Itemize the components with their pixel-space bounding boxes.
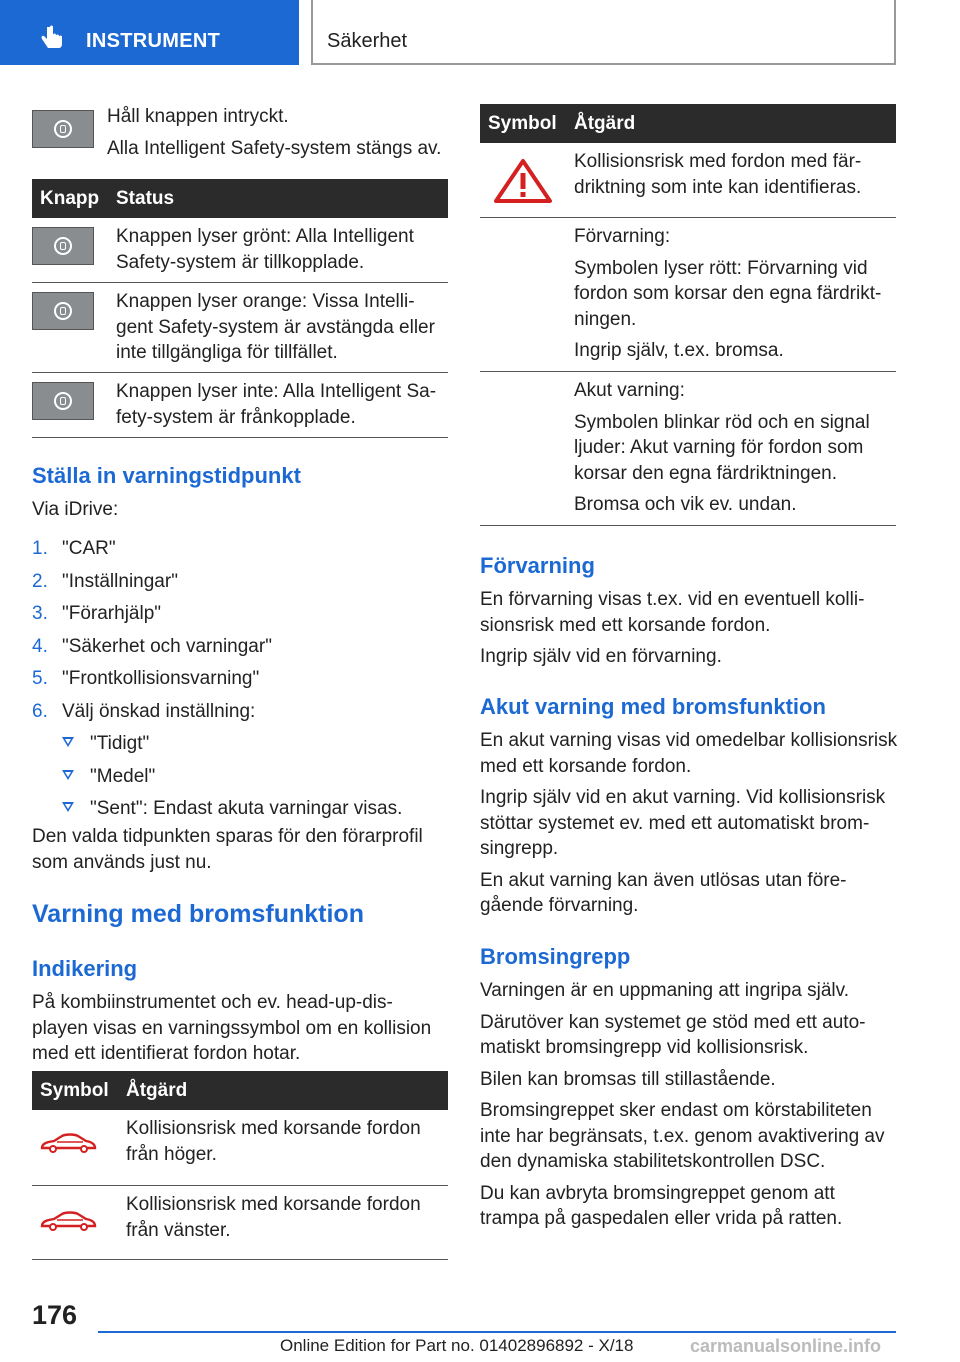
table-header [32,1071,448,1110]
cell-text: Akut varning: [574,380,685,401]
cell-text: Kollisionsrisk med fordon med fär- [574,151,862,172]
option-item: "Medel" [32,764,448,797]
page-number: 176 [32,1300,78,1330]
col-header-status: Status [116,187,175,209]
cell-text: gent Safety-system är avstängda eller [116,316,435,338]
cell-text: Ingrip själv, t.ex. bromsa. [574,340,784,361]
col-header-atgard: Åtgärd [574,112,636,134]
chapter-header [311,0,896,65]
cell-text: Förvarning: [574,226,671,247]
hand-pointer-icon [38,24,66,52]
triangle-bullet-icon [62,737,74,747]
safety-button-off-icon [32,382,94,420]
list-item: 6. Välj önskad inställning: [32,700,256,722]
table-header [480,104,896,143]
safety-button-icon [32,110,94,148]
col-header-symbol: Symbol [488,112,557,134]
cell-text: Knappen lyser orange: Vissa Intelli- [116,291,415,312]
section-tab [0,0,299,65]
cell-text: driktning som inte kan identifieras. [574,176,862,198]
indikering-text: På kombiinstrumentet och ev. head-up-dis- playen visas en varningssymbol om en kollision med ett identifierat fordon hotar. [32,992,432,1064]
triangle-bullet-icon [62,770,74,780]
safety-button-green-icon [32,227,94,265]
cell-text: Kollisionsrisk med korsande fordon [126,1194,421,1215]
edition-text: Online Edition for Part no. 01402896892 - X/18 [280,1336,634,1355]
heading-akut: Akut varning med bromsfunktion [480,694,826,719]
table-row [32,373,448,438]
cell-text: fety-system är frånkopplade. [116,406,356,428]
footer-divider [98,1331,896,1333]
heading-indikering: Indikering [32,956,138,981]
heading-forvarning: Förvarning [480,553,595,578]
cell-text: Kollisionsrisk med korsande fordon [126,1118,421,1139]
cell-text: Bromsa och vik ev. undan. [574,494,797,515]
table-header [32,179,448,218]
via-idrive: Via iDrive: [32,499,119,520]
symbol-table-right [480,104,896,526]
heading-warning-time: Ställa in varningstidpunkt [32,463,301,488]
table-row [32,1110,448,1186]
saved-note: Den valda tidpunkten sparas för den förarprofil som används just nu. [32,826,423,873]
cell-text: Knappen lyser inte: Alla Intelligent Sa- [116,381,437,402]
option-item: "Tidigt" [32,731,448,764]
forvarning-text: En förvarning visas t.ex. vid en eventuell kolli- sionsrisk med ett korsande fordon. Ingrip själv vid en förvarning. [480,589,865,667]
table-row: Förvarning: Symbolen lyser rött: Förvarning vid fordon som korsar den egna färdrikt- ningen. Ingrip själv, t.ex. bromsa. [480,218,896,372]
list-item: 1. "CAR" [32,538,116,559]
watermark: carmanualsonline.info [690,1336,882,1356]
col-header-atgard: Åtgärd [126,1079,188,1101]
table-row [32,283,448,373]
cell-text: från vänster. [126,1219,231,1241]
heading-bromsingrepp: Bromsingrepp [480,944,631,969]
table-row: Akut varning: Symbolen blinkar röd och en signal ljuder: Akut varning för fordon som korsar den egna färdriktningen. Bromsa och vik ev. undan. [480,372,896,526]
warning-triangle-icon [492,157,554,205]
broms-text: Varningen är en uppmaning att ingripa själv. Därutöver kan systemet ge stöd med ett auto- matiskt bromsingrepp vid kollisionsrisk. Bilen kan bromsas till stillastående. Bromsingreppet sker endast om körstabiliteten inte har begränsats, t.ex. genom avaktivering av den dynamiska stabilitetskontrollen DSC. Du kan avbryta bromsingreppet genom att trampa på gaspedalen eller vrida på ratten. [480,980,885,1229]
triangle-bullet-icon [62,802,74,812]
option-item: "Sent": Endast akuta varningar visas. [32,796,448,829]
safety-button-orange-icon [32,292,94,330]
table-row [32,1186,448,1260]
list-item: 3. "Förarhjälp" [32,603,162,624]
table-row [480,143,896,218]
col-header-symbol: Symbol [40,1079,109,1101]
steps-list [32,536,448,829]
list-item: 5. "Frontkollisionsvarning" [32,668,260,689]
cell-text: Safety-system är tillkopplade. [116,251,365,273]
intro-line-1: Håll knappen intryckt. [107,106,289,127]
akut-text: En akut varning visas vid omedelbar kollisionsrisk med ett korsande fordon. Ingrip själv vid en akut varning. Vid kollisionsrisk stöttar systemet ev. med ett automatiskt brom- singrepp. En akut varning kan även utlösas utan före- gående förvarning. [480,730,898,916]
cell-text: Knappen lyser grönt: Alla Intelligent [116,226,414,247]
cell-text: inte tillgängliga för tillfället. [116,342,338,363]
list-item: 2. "Inställningar" [32,570,178,592]
crossing-car-right-icon [38,1130,98,1156]
button-status-table [32,179,448,438]
intro-line-2: Alla Intelligent Safety-system stängs av. [107,138,442,159]
heading-brake-warning: Varning med bromsfunktion [32,900,364,928]
list-item: 4. "Säkerhet och varningar" [32,635,272,657]
cell-text: från höger. [126,1143,217,1165]
section-label: INSTRUMENT [86,30,221,52]
col-header-knapp: Knapp [40,187,100,209]
symbol-table-left [32,1071,448,1260]
table-row [32,218,448,283]
crossing-car-left-icon [38,1208,98,1234]
chapter-title: Säkerhet [327,30,408,52]
